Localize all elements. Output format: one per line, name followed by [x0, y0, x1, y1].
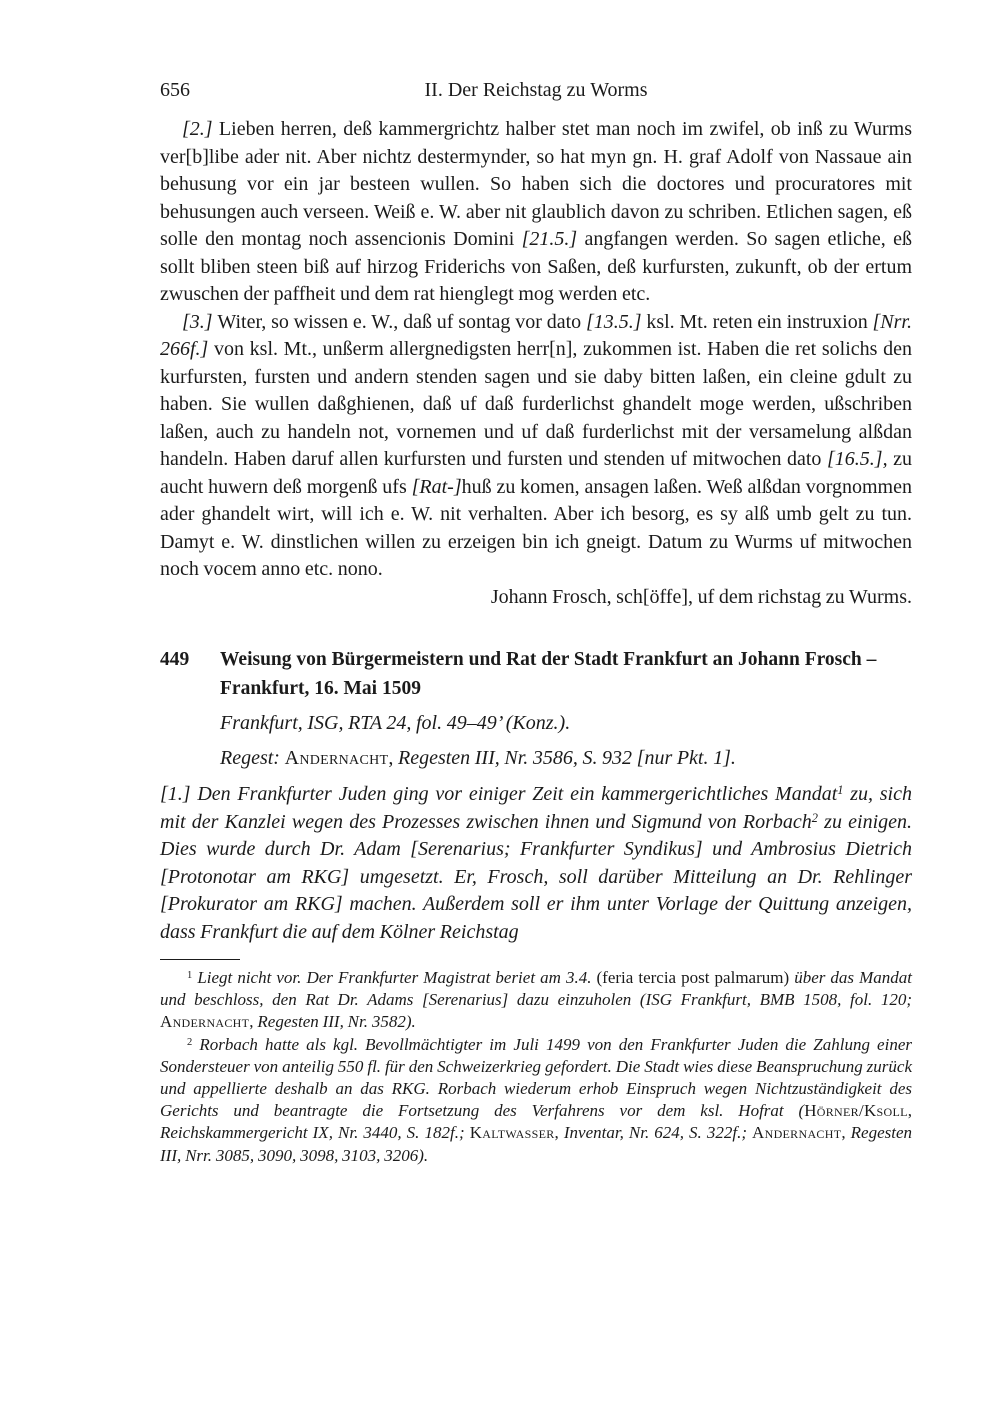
- text-run: ,: [249, 1012, 258, 1032]
- regest-line: [220, 745, 912, 773]
- text-run: zu, sich mit der Kanzlei wegen des Prozesses zwischen ihnen und Sigmund von Rorbach: [160, 783, 912, 833]
- text-run: [16.5.],: [827, 448, 888, 470]
- page-header: [160, 78, 912, 102]
- author-name-smallcaps: Hörner/Ksoll: [804, 1101, 908, 1121]
- author-name-smallcaps: Andernacht: [752, 1123, 842, 1143]
- text-run: Frankfurt, ISG, RTA 24, fol. 49–49’ (Konz.).: [220, 712, 571, 734]
- text-run: [1.] Den Frankfurter Juden ging vor einiger Zeit ein kammergerichtliches Mandat: [160, 783, 838, 805]
- page-number: 656: [160, 79, 190, 101]
- signature-line: [160, 584, 912, 612]
- text-run: [Rat-]: [411, 475, 462, 498]
- letter-paragraph-3: [160, 309, 912, 584]
- footnote-2: [160, 1034, 912, 1167]
- text-run: ,: [388, 746, 398, 769]
- text-run: Regest:: [220, 746, 280, 769]
- footnote-marker: 2: [187, 1036, 193, 1048]
- text-run: ,: [841, 1123, 851, 1143]
- entry-title: Weisung von Bürgermeistern und Rat der Stadt Frankfurt an Johann Frosch – Frankfurt, 16. Mai 1509: [220, 649, 877, 699]
- footnote-separator-rule: [160, 959, 240, 960]
- text-run: zu einigen. Dies wurde durch Dr. Adam [Serenarius; Frankfurter Syndikus] und Ambrosius Dietrich [Protonotar am RKG] umgesetzt. Er, Frosch, soll darüber Mitteilung an Dr. Rehlinger [Prokurator am RKG] machen. Außerdem soll er ihm unter Vorlage der Quittung anzeigen, dass Frankfurt die auf dem Kölner Reichstag: [160, 810, 913, 943]
- text-run: ,: [907, 1101, 912, 1121]
- text-run: Liegt nicht vor. Der Frankfurter Magistrat beriet am 3.4.: [192, 968, 597, 987]
- text-run: huß zu komen, ansagen laßen. Weß alßdan vorgnommen ader ghandelt wirt, will ich e. W. nit verhalten. Aber ich besorg, es sy alß umb gelt zu tun. Damyt e. W. dinstlichen willen zu erzeigen bin ich gneigt. Datum zu Wurms uf mitwochen noch vocem anno etc. nono.: [160, 475, 912, 580]
- text-run: Lieben herren, deß kammergrichtz halber stet man noch im zwifel, ob inß zu Wurms ver[b]libe ader nit. Aber nichtz destermynder, so hat myn gn. H. graf Adolf von Nassaue ain behusung vor ein jar besteen wullen. So haben sich die doctores und procuratores mit behusungen auch verseen. Weiß e. W. aber nit glaublich davon zu schriben. Etlichen sagen, eß solle den montag noch assencionis Domini: [160, 118, 912, 250]
- summary-paragraph-1: [160, 781, 912, 946]
- text-run: [13.5.]: [585, 310, 642, 333]
- entry-449-heading: [160, 645, 912, 703]
- text-run: ,: [554, 1123, 564, 1143]
- archive-source-line: [220, 710, 912, 738]
- text-run: (feria tercia post palmarum): [596, 968, 795, 987]
- text-run: über das Mandat und beschloss, den Rat Dr. Adams [Serenarius] dazu einzuholen (ISG Frankfurt, BMB 1508, fol. 120;: [160, 968, 912, 1010]
- running-title: II. Der Reichstag zu Worms: [424, 79, 648, 101]
- footnote-1: [160, 967, 912, 1034]
- text-run: Regesten III, Nrr. 3085, 3090, 3098, 3103, 3206).: [160, 1123, 912, 1165]
- footnote-marker: 2: [811, 810, 818, 825]
- author-name-smallcaps: Andernacht: [284, 746, 389, 769]
- text-run: Regesten III, Nr. 3586, S. 932 [nur Pkt. 1].: [397, 746, 736, 769]
- footnote-marker: 1: [837, 783, 844, 798]
- text-run: angfangen werden. So sagen etliche, eß sollt bliben steen biß auf hirzog Friderichs von Saßen, deß kurfursten, zukunft, ob der ertum zwuschen der paffheit und dem rat hienglegt mog werden etc.: [160, 228, 912, 305]
- text-run: [2.]: [182, 118, 219, 140]
- text-run: von ksl. Mt., unßerm allergnedigsten herr[n], zukommen ist. Haben die ret solichs den kurfursten, fursten und andern stenden sagen und sie daby bitten laßen, ein cleine gdult zu haben. Sie wullen daßghienen, daß uf daß furderlichst ghandelt moge werden, ußschriben laßen, auch zu handeln not, vornemen und uf daß furderlichst mit der versamelung alßdan handeln. Haben daruf allen kurfursten und fursten und stenden uf mitwochen dato: [160, 338, 912, 470]
- text-run: Johann Frosch, sch[öffe], uf dem richstag zu Wurms.: [490, 585, 912, 608]
- author-name-smallcaps: Andernacht: [160, 1012, 250, 1032]
- entry-number: 449: [160, 649, 190, 670]
- text-run: [3.]: [182, 310, 218, 333]
- text-run: Witer, so wissen e. W., daß uf sontag vor dato: [217, 310, 586, 333]
- text-run: Regesten III, Nr. 3582).: [257, 1012, 416, 1032]
- text-run: zu aucht huwern deß morgenß ufs: [160, 448, 913, 498]
- text-run: [21.5.]: [521, 228, 578, 250]
- text-run: Inventar, Nr. 624, S. 322f.;: [563, 1123, 753, 1143]
- text-run: Reichskammergericht IX, Nr. 3440, S. 182f.;: [160, 1123, 470, 1143]
- text-run: Rorbach hatte als kgl. Bevollmächtigter im Juli 1499 von den Frankfurter Juden die Zahlung einer Sondersteuer von anteilig 550 fl. für den Schweizerkrieg gefordert. Die Stadt wies diese Beanspruchung zurück und appellierte deshalb an das RKG. Rorbach wiederum erhob Einspruch wegen Nichtzuständigkeit des Gerichts und beantragte die Fortsetzung des Verfahrens vor dem ksl. Hofrat (: [160, 1034, 912, 1121]
- letter-paragraph-2: [160, 116, 912, 309]
- text-run: [Nrr. 266f.]: [160, 310, 912, 360]
- text-block: [160, 116, 912, 1167]
- footnote-marker: 1: [187, 970, 193, 982]
- text-run: ksl. Mt. reten ein instruxion: [641, 310, 873, 333]
- author-name-smallcaps: Kaltwasser: [469, 1123, 555, 1143]
